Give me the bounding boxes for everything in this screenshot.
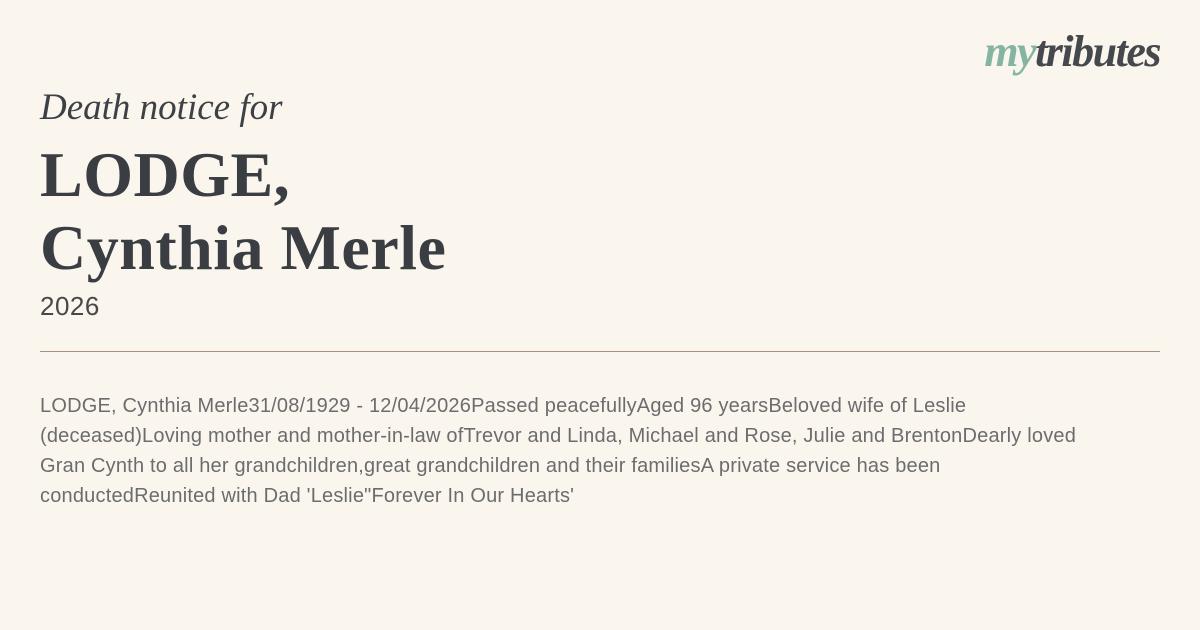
logo-my: my: [984, 27, 1036, 76]
notice-kicker: Death notice for: [40, 87, 283, 128]
notice-body-line: LODGE, Cynthia Merle31/08/1929 - 12/04/2026Passed peacefullyAged 96 yearsBeloved wife of Leslie: [40, 395, 967, 417]
mytributes-logo: [984, 27, 1160, 76]
notice-body-line: Gran Cynth to all her grandchildren,great grandchildren and their familiesA private service has been: [40, 455, 941, 477]
deceased-name: [40, 138, 446, 284]
notice-year: 2026: [40, 291, 100, 321]
notice-body: [40, 391, 1195, 511]
notice-body-line: (deceased)Loving mother and mother-in-law ofTrevor and Linda, Michael and Rose, Julie and BrentonDearly loved: [40, 425, 1077, 447]
logo-tributes: tributes: [1035, 27, 1160, 76]
notice-body-line: conductedReunited with Dad 'Leslie"Forever In Our Hearts': [40, 485, 575, 507]
divider: [40, 351, 1160, 352]
deceased-given-names: Cynthia Merle: [40, 212, 447, 283]
deceased-surname: LODGE,: [40, 139, 291, 210]
